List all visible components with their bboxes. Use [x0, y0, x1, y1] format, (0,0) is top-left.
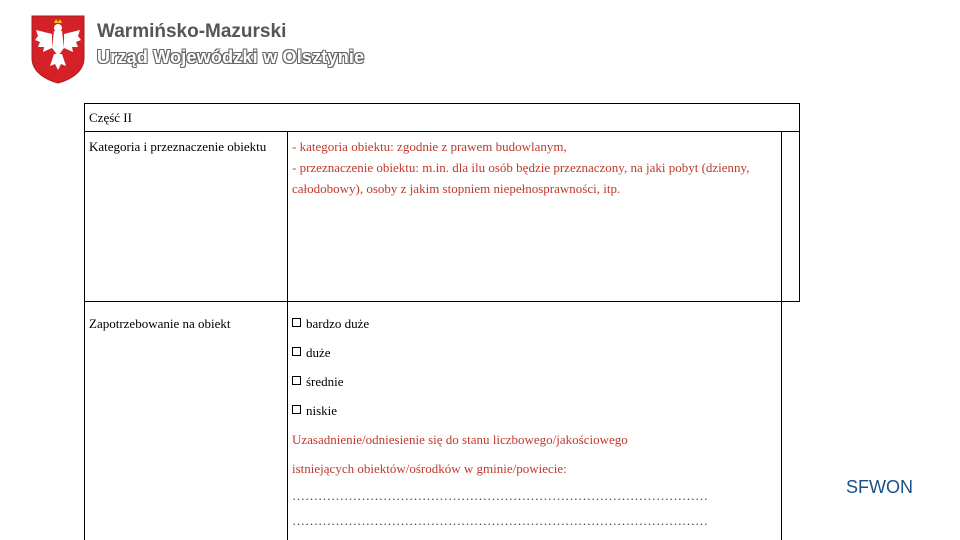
category-line-1: - kategoria obiektu: zgodnie z prawem budowlanym, — [292, 139, 567, 154]
option-medium[interactable]: średnie — [292, 371, 778, 400]
category-line-2: - przeznaczenie obiektu: m.in. dla ilu osób będzie przeznaczony, na jaki pobyt (dzienny, całodobowy), osoby z jakim stopniem niepełnosprawności, itp. — [292, 160, 750, 196]
checkbox-icon[interactable] — [292, 347, 301, 356]
table-divider-title — [84, 131, 800, 132]
fill-in-line-2[interactable]: …………………………………………………………………………………… — [292, 513, 708, 528]
row-label-category: Kategoria i przeznaczenie obiektu — [89, 139, 267, 154]
checkbox-icon[interactable] — [292, 376, 301, 385]
org-name: Warmińsko-Mazurski — [97, 21, 287, 42]
justification-line-2: istniejących obiektów/ośrodków w gminie/powiecie: — [292, 461, 567, 476]
table-divider-inner-right — [781, 131, 782, 540]
footer-tag: SFWON — [846, 477, 913, 497]
table-divider-column — [287, 131, 288, 540]
form-table — [84, 103, 800, 540]
table-border-right-title — [799, 103, 800, 131]
option-high[interactable]: duże — [292, 342, 778, 371]
category-description — [292, 136, 778, 199]
table-divider-row — [84, 301, 800, 302]
coat-of-arms-icon — [30, 14, 86, 84]
org-subtitle: Urząd Wojewódzki w Olsztynie — [97, 47, 365, 67]
table-border-left — [84, 103, 85, 540]
section-title: Część II — [89, 110, 132, 125]
demand-options — [292, 313, 778, 532]
checkbox-icon[interactable] — [292, 318, 301, 327]
checkbox-icon[interactable] — [292, 405, 301, 414]
row-label-demand: Zapotrzebowanie na obiekt — [89, 316, 231, 331]
organization-header — [97, 19, 364, 69]
option-very-high[interactable]: bardzo duże — [292, 313, 778, 342]
table-border-top — [84, 103, 800, 104]
justification-line-1: Uzasadnienie/odniesienie się do stanu liczbowego/jakościowego — [292, 432, 628, 447]
fill-in-line-1[interactable]: …………………………………………………………………………………… — [292, 488, 708, 503]
table-border-right-row1 — [799, 131, 800, 301]
option-low[interactable]: niskie — [292, 400, 778, 429]
